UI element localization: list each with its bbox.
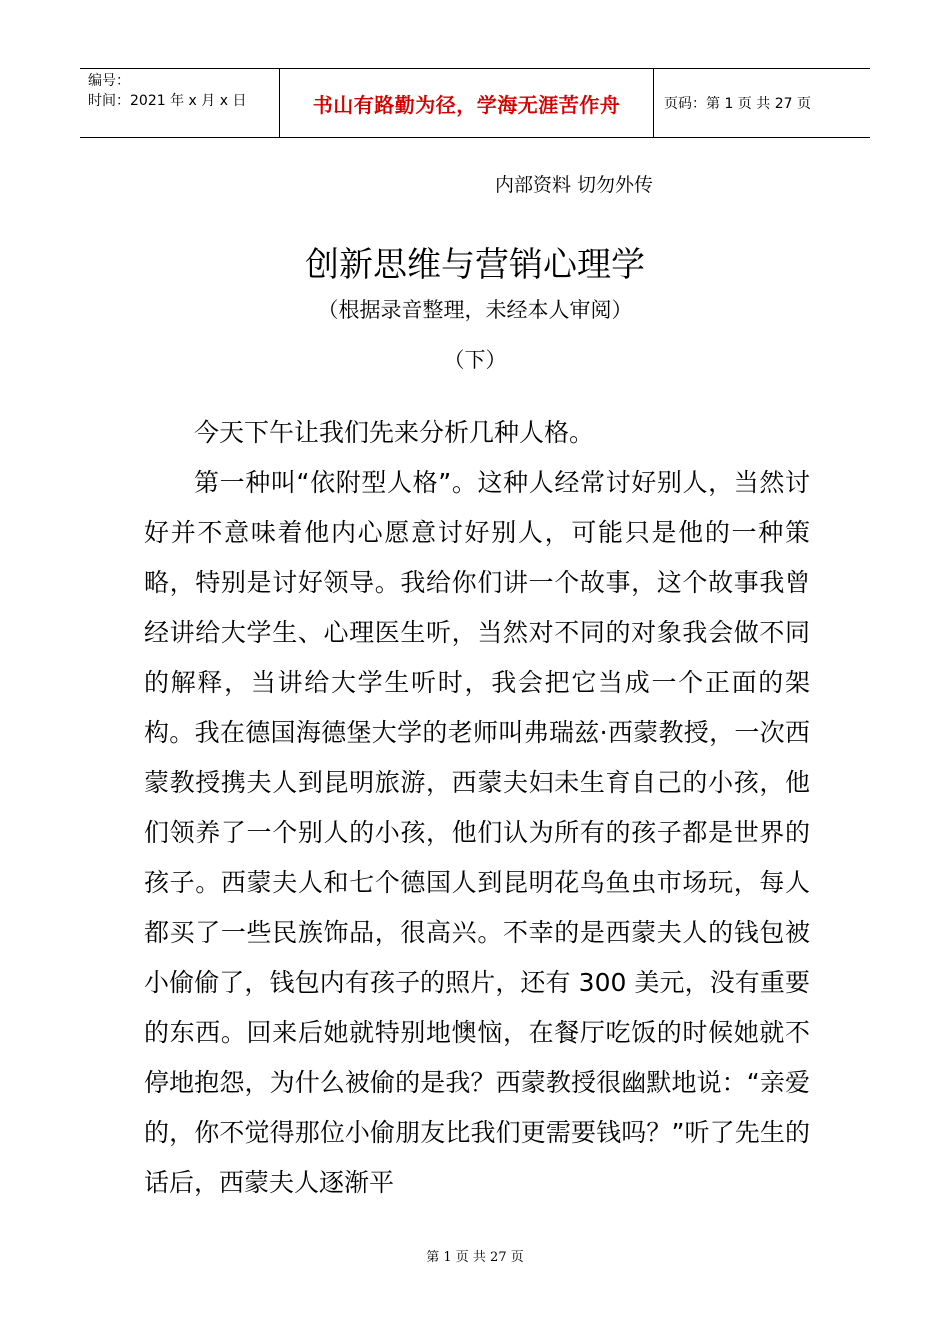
document-title: 创新思维与营销心理学 (305, 245, 645, 285)
document-subtitle: （根据录音整理，未经本人审阅） (317, 298, 633, 322)
header-meta-cell (80, 69, 280, 137)
document-date-label: 时间：2021 年 x 月 x 日 (88, 93, 247, 109)
header-motto: 书山有路勤为径，学海无涯苦作舟 (312, 92, 621, 117)
paragraph: 第一种叫“依附型人格”。这种人经常讨好别人，当然讨好并不意味着他内心愿意讨好别人，可能只是他的一种策略，特别是讨好领导。我给你们讲一个故事，这个故事我曾经讲给大学生、心理医生听，当然对不同的对象我会做不同的解释，当讲给大学生听时，我会把它当成一个正面的架构。我在德国海德堡大学的老师叫弗瑞兹·西蒙教授，一次西蒙教授携夫人到昆明旅游，西蒙夫妇未生育自己的小孩，他们领养了一个别人的小孩，他们认为所有的孩子都是世界的孩子。西蒙夫人和七个德国人到昆明花鸟鱼虫市场玩，每人都买了一些民族饰品，很高兴。不幸的是西蒙夫人的钱包被小偷偷了，钱包内有孩子的照片，还有 300 美元，没有重要的东西。回来后她就特别地懊恼，在餐厅吃饭的时候她就不停地抱怨，为什么被偷的是我？西蒙教授很幽默地说：“亲爱的，你不觉得那位小偷朋友比我们更需要钱吗？”听了先生的话后，西蒙夫人逐渐平 (144, 468, 810, 1197)
header-page-label: 页码：第 1 页 共 27 页 (664, 96, 811, 112)
confidential-note: 内部资料 切勿外传 (495, 174, 654, 196)
header-motto-cell (280, 69, 654, 137)
body-text (144, 408, 810, 1208)
document-number-label: 编号： (88, 73, 130, 89)
document-part: （下） (443, 348, 507, 372)
paragraph: 今天下午让我们先来分析几种人格。 (194, 418, 595, 447)
header-table (80, 68, 870, 138)
header-page-cell (654, 69, 870, 137)
page-footer: 第 1 页 共 27 页 (426, 1250, 524, 1265)
